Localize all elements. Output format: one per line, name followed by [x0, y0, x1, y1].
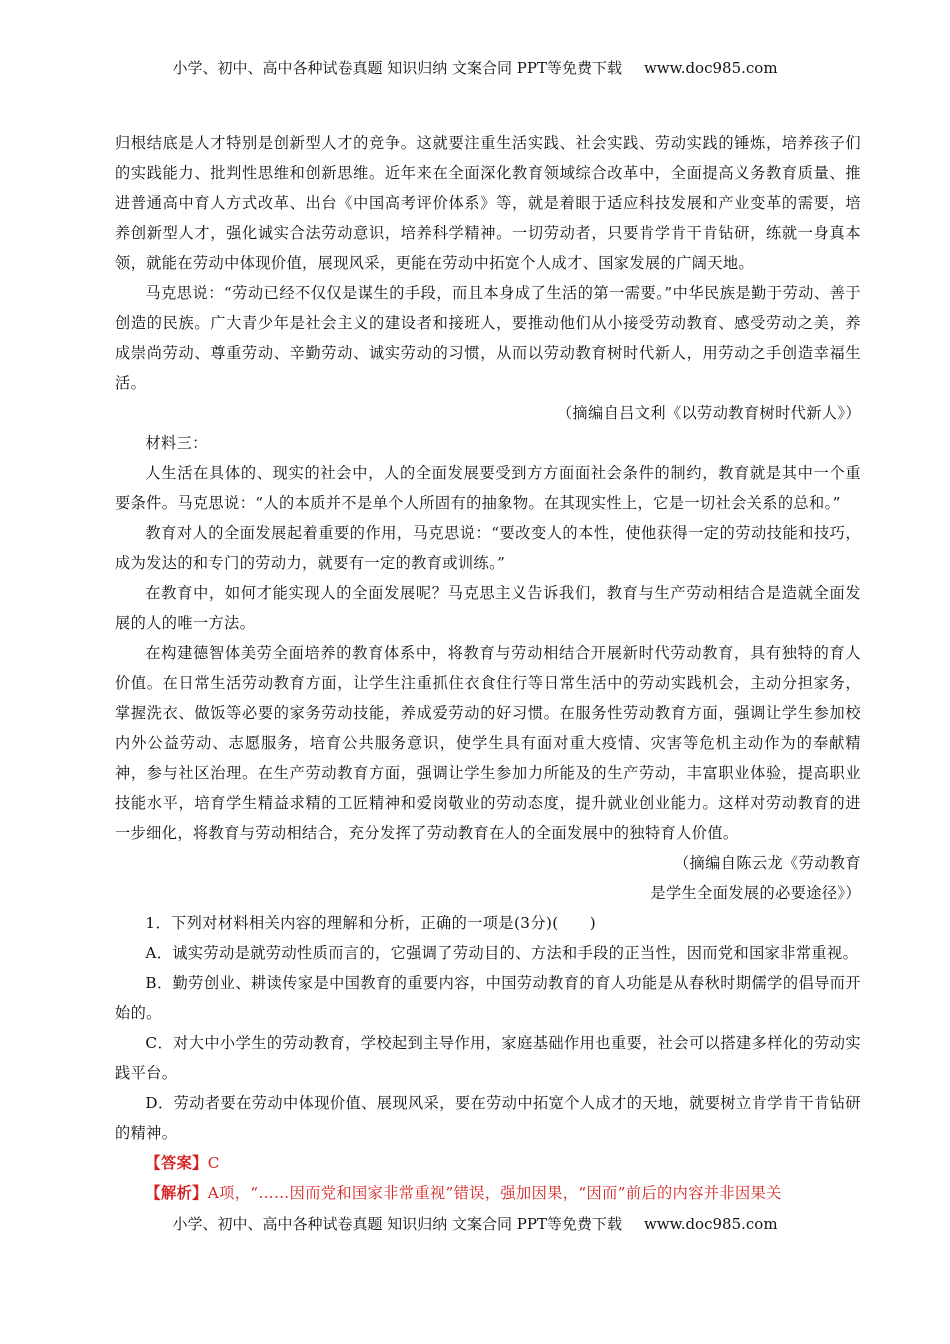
option-b: B．勤劳创业、耕读传家是中国教育的重要内容，中国劳动教育的育人功能是从春秋时期儒学的倡导而开始的。: [115, 974, 861, 1022]
answer-line: [115, 1148, 861, 1178]
source-citation-1: （摘编自吕文利《以劳动教育树时代新人》）: [556, 404, 861, 422]
source-citation-2-line-2: 是学生全面发展的必要途径》）: [650, 884, 861, 902]
paragraph-3: 人生活在具体的、现实的社会中，人的全面发展要受到方方面面社会条件的制约，教育就是其中一个重要条件。马克思说：“人的本质并不是单个人所固有的抽象物。在其现实性上，它是一切社会关系的总和。”: [115, 464, 861, 512]
analysis-line: [115, 1178, 861, 1208]
paragraph-2: 马克思说：“劳动已经不仅仅是谋生的手段，而且本身成了生活的第一需要。”中华民族是勤于劳动、善于创造的民族。广大青少年是社会主义的建设者和接班人，要推动他们从小接受劳动教育、感受劳动之美，养成崇尚劳动、尊重劳动、辛勤劳动、诚实劳动的习惯，从而以劳动教育树时代新人，用劳动之手创造幸福生活。: [115, 284, 861, 392]
header-url[interactable]: www.doc985.com: [643, 59, 778, 77]
header-text: 小学、初中、高中各种试卷真题 知识归纳 文案合同 PPT等免费下载: [172, 59, 622, 77]
paragraph-1: 归根结底是人才特别是创新型人才的竞争。这就要注重生活实践、社会实践、劳动实践的锤炼，培养孩子们的实践能力、批判性思维和创新思维。近年来在全面深化教育领域综合改革中，全面提高义务教育质量、推进普通高中育人方式改革、出台《中国高考评价体系》等，就是着眼于适应科技发展和产业变革的需要，培养创新型人才，强化诚实合法劳动意识，培养科学精神。一切劳动者，只要肯学肯干肯钻研，练就一身真本领，就能在劳动中体现价值，展现风采，更能在劳动中拓宽个人成才、国家发展的广阔天地。: [115, 134, 861, 272]
analysis-text: A项，“……因而党和国家非常重视”错误，强加因果，“因而”前后的内容并非因果关: [207, 1184, 782, 1202]
footer-url[interactable]: www.doc985.com: [643, 1215, 778, 1233]
option-c: C．对大中小学生的劳动教育，学校起到主导作用，家庭基础作用也重要，社会可以搭建多样化的劳动实践平台。: [115, 1034, 861, 1082]
option-a: A．诚实劳动是就劳动性质而言的，它强调了劳动目的、方法和手段的正当性，因而党和国家非常重视。: [145, 944, 859, 962]
document-body: [115, 128, 861, 1208]
paragraph-6: 在构建德智体美劳全面培养的教育体系中，将教育与劳动相结合开展新时代劳动教育，具有独特的育人价值。在日常生活劳动教育方面，让学生注重抓住衣食住行等日常生活中的劳动实践机会，主动分担家务，掌握洗衣、做饭等必要的家务劳动技能，养成爱劳动的好习惯。在服务性劳动教育方面，强调让学生参加校内外公益劳动、志愿服务，培育公共服务意识，使学生具有面对重大疫情、灾害等危机主动作为的奉献精神，参与社区治理。在生产劳动教育方面，强调让学生参加力所能及的生产劳动，丰富职业体验，提高职业技能水平，培育学生精益求精的工匠精神和爱岗敬业的劳动态度，提升就业创业能力。这样对劳动教育的进一步细化，将教育与劳动相结合，充分发挥了劳动教育在人的全面发展中的独特育人价值。: [115, 644, 861, 842]
analysis-label: 【解析】: [145, 1184, 208, 1202]
page-footer: [0, 1213, 950, 1234]
footer-text: 小学、初中、高中各种试卷真题 知识归纳 文案合同 PPT等免费下载: [172, 1215, 622, 1233]
source-citation-2-line-1: （摘编自陈云龙《劳动教育: [673, 854, 861, 872]
answer-label: 【答案】: [145, 1154, 208, 1172]
question-stem: 1．下列对材料相关内容的理解和分析，正确的一项是(3分)( ): [145, 914, 597, 932]
answer-value: C: [207, 1154, 220, 1172]
page-header: [0, 57, 950, 78]
paragraph-4: 教育对人的全面发展起着重要的作用，马克思说：“要改变人的本性，使他获得一定的劳动技能和技巧，成为发达的和专门的劳动力，就要有一定的教育或训练。”: [115, 524, 861, 572]
material-3-label: 材料三：: [145, 434, 208, 452]
paragraph-5: 在教育中，如何才能实现人的全面发展呢？马克思主义告诉我们，教育与生产劳动相结合是造就全面发展的人的唯一方法。: [115, 584, 861, 632]
option-d: D．劳动者要在劳动中体现价值、展现风采，要在劳动中拓宽个人成才的天地，就要树立肯学肯干肯钻研的精神。: [115, 1094, 861, 1142]
